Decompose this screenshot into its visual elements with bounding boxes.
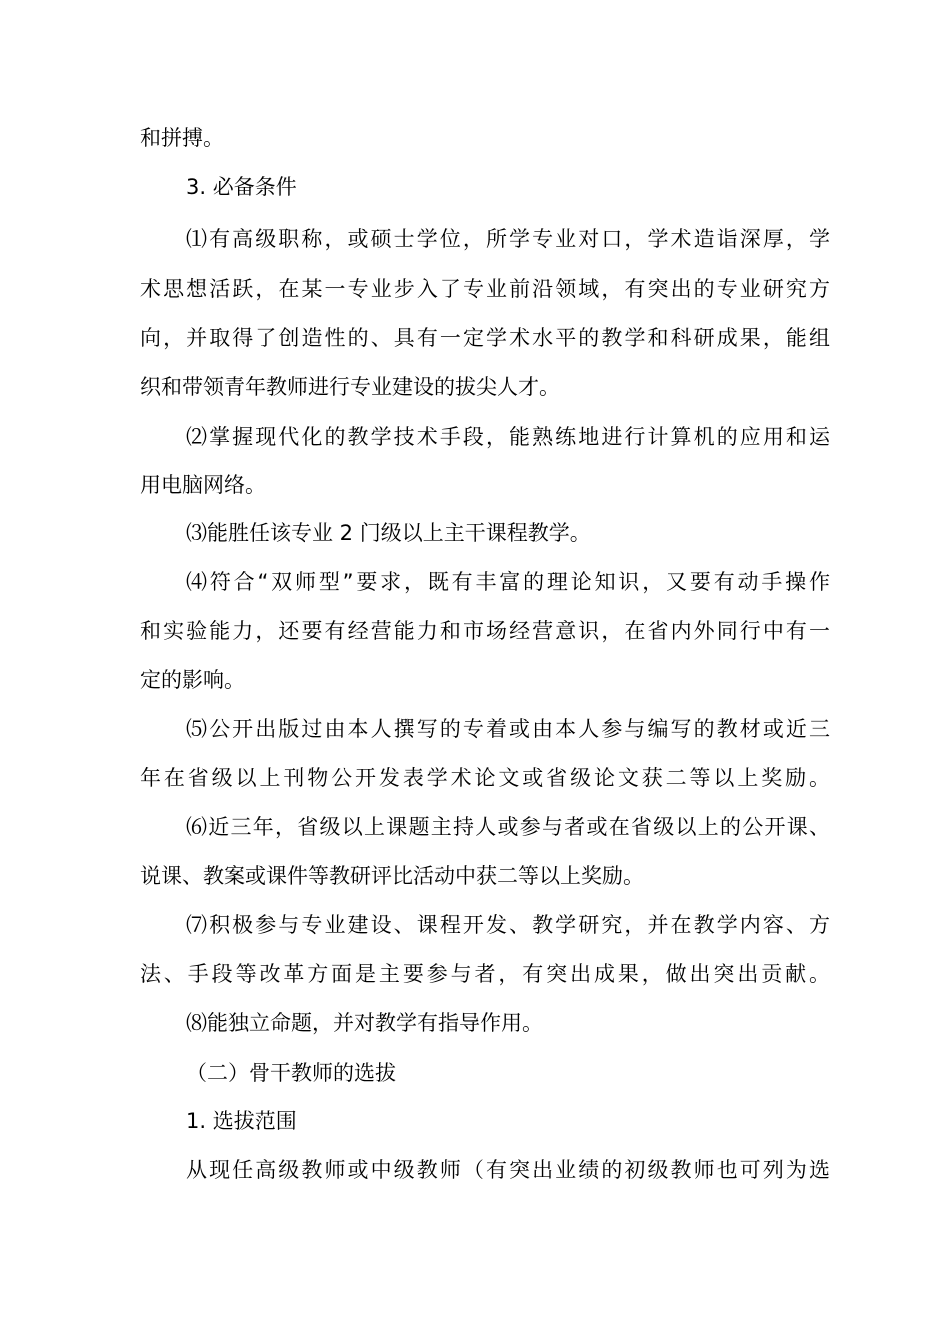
section-heading: 1. 选拔范围	[186, 1109, 297, 1133]
text-line: 术思想活跃，在某一专业步入了专业前沿领域，有突出的专业研究方	[140, 277, 830, 301]
text-line: 织和带领青年教师进行专业建设的拔尖人才。	[140, 375, 560, 399]
section-heading: （二）骨干教师的选拔	[186, 1061, 396, 1085]
text-line: ⑸公开出版过由本人撰写的专着或由本人参与编写的教材或近三	[186, 717, 830, 741]
text-line: 从现任高级教师或中级教师（有突出业绩的初级教师也可列为选	[186, 1158, 830, 1182]
text-line: ⑻能独立命题，并对教学有指导作用。	[186, 1011, 543, 1035]
text-line: ⑴有高级职称，或硕士学位，所学专业对口，学术造诣深厚，学	[186, 227, 830, 251]
text-line: ⑵掌握现代化的教学技术手段，能熟练地进行计算机的应用和运	[186, 425, 830, 449]
text-line: ⑺积极参与专业建设、课程开发、教学研究，并在教学内容、方	[186, 913, 830, 937]
text-line: ⑹近三年，省级以上课题主持人或参与者或在省级以上的公开课、	[186, 815, 830, 839]
text-line: ⑶能胜任该专业 2 门级以上主干课程教学。	[186, 521, 591, 545]
text-line: 和实验能力，还要有经营能力和市场经营意识，在省内外同行中有一	[140, 619, 830, 643]
text-line: 定的影响。	[140, 668, 245, 692]
text-line: 向，并取得了创造性的、具有一定学术水平的教学和科研成果，能组	[140, 326, 830, 350]
text-line: 法、手段等改革方面是主要参与者，有突出成果，做出突出贡献。	[140, 962, 830, 986]
text-line: 用电脑网络。	[140, 473, 266, 497]
text-line: ⑷符合“双师型”要求，既有丰富的理论知识，又要有动手操作	[186, 570, 830, 594]
text-line: 和拼搏。	[140, 126, 224, 150]
section-heading: 3. 必备条件	[186, 175, 297, 199]
text-line: 说课、教案或课件等教研评比活动中获二等以上奖励。	[140, 864, 644, 888]
text-line: 年在省级以上刊物公开发表学术论文或省级论文获二等以上奖励。	[140, 766, 830, 790]
